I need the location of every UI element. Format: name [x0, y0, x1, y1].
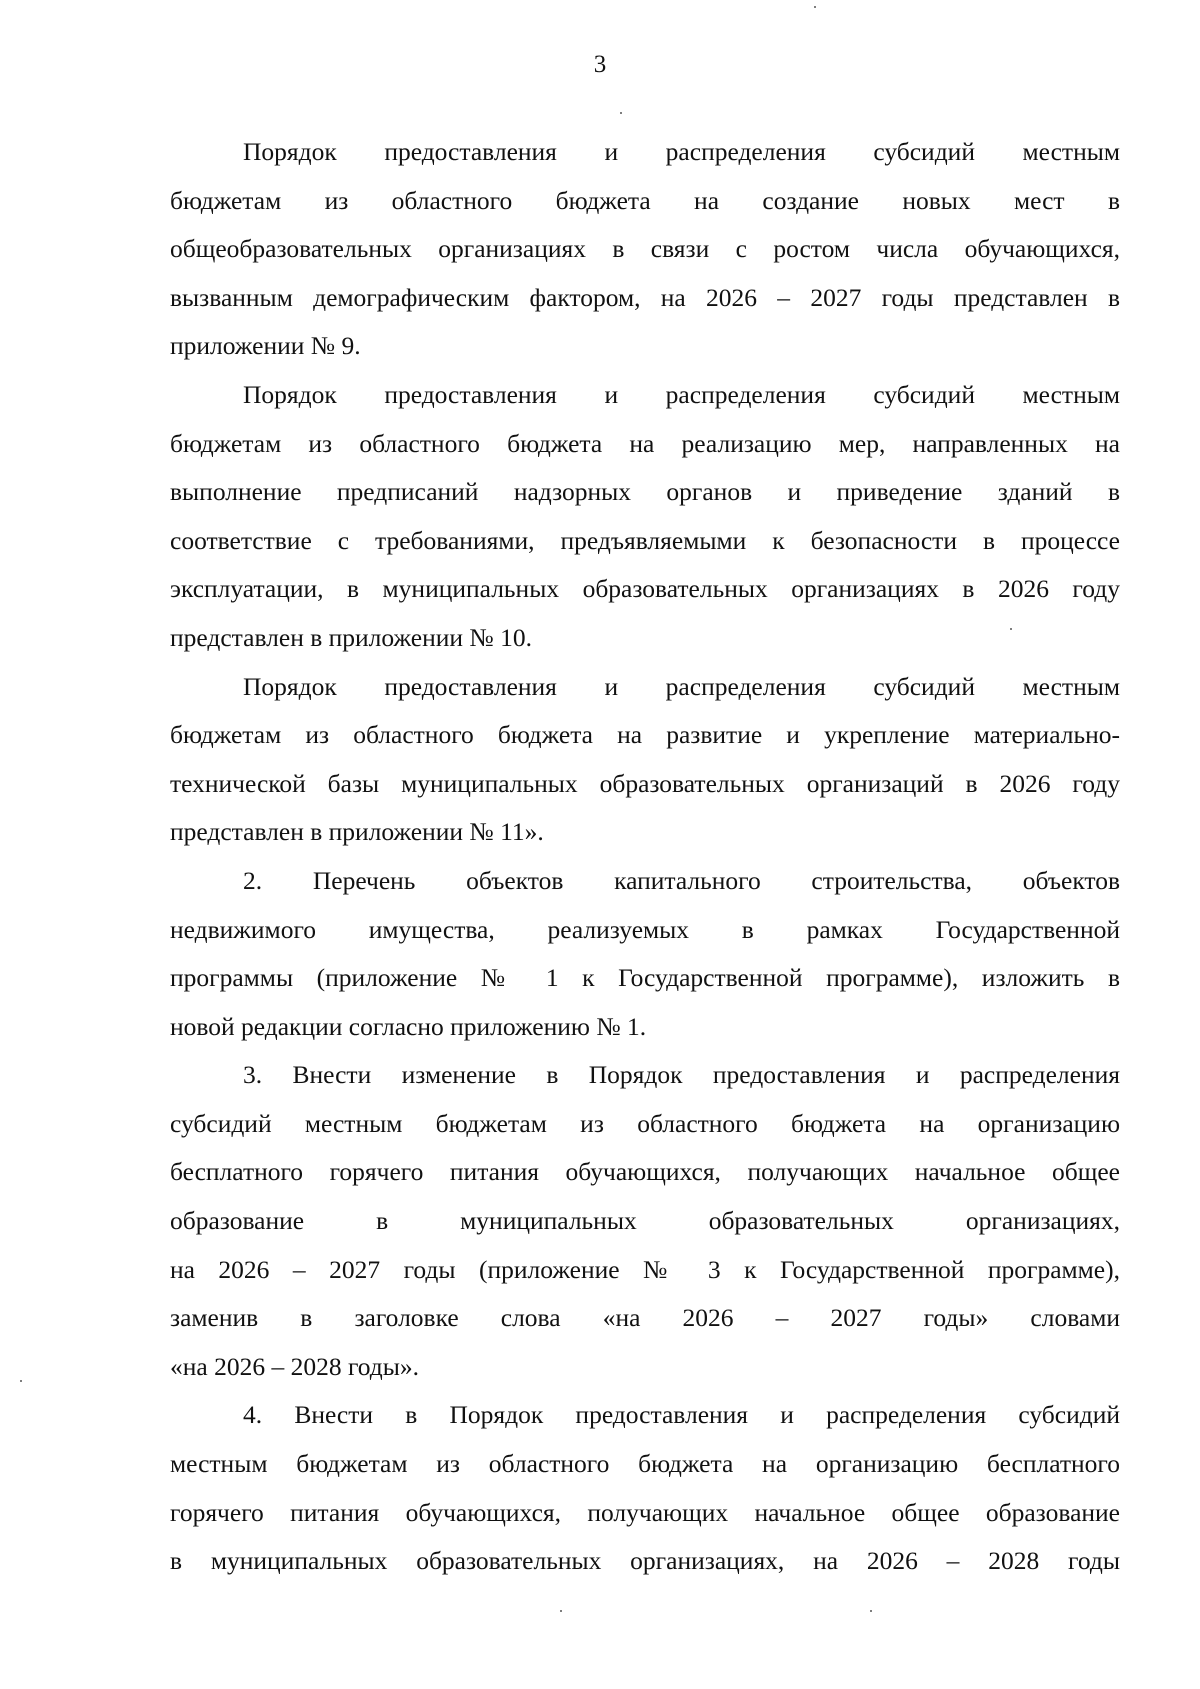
text-line: на 2026 – 2027 годы (приложение № 3 к Государственной программе),: [170, 1254, 1120, 1284]
text-line: заменив в заголовке слова «на 2026 – 2027 годы» словами: [170, 1303, 1120, 1333]
text-line: представлен в приложении № 10.: [170, 622, 533, 652]
paragraph-item-3: [170, 1051, 1120, 1391]
text-line: субсидий местным бюджетам из областного бюджета на организацию: [170, 1108, 1120, 1138]
paragraph-appendix-9: [170, 128, 1120, 371]
text-line: 3. Внести изменение в Порядок предоставления и распределения: [243, 1060, 1120, 1090]
text-line: горячего питания обучающихся, получающих начальное общее образование: [170, 1497, 1120, 1527]
scan-speck: [560, 1610, 562, 1612]
paragraph-item-4: [170, 1391, 1120, 1585]
text-line: Порядок предоставления и распределения субсидий местным: [243, 379, 1120, 409]
text-line: эксплуатации, в муниципальных образовательных организациях в 2026 году: [170, 574, 1120, 604]
scan-speck: [870, 1610, 872, 1612]
text-line: бюджетам из областного бюджета на создание новых мест в: [170, 185, 1120, 215]
paragraph-item-2: [170, 857, 1120, 1051]
text-line: представлен в приложении № 11».: [170, 817, 544, 847]
scan-speck: [20, 1380, 22, 1382]
text-line: Порядок предоставления и распределения субсидий местным: [243, 671, 1120, 701]
scan-speck: [620, 112, 622, 114]
scan-speck: [814, 6, 816, 8]
text-line: в муниципальных образовательных организациях, на 2026 – 2028 годы: [170, 1546, 1120, 1576]
text-line: приложении № 9.: [170, 331, 361, 361]
text-line: 4. Внести в Порядок предоставления и распределения субсидий: [243, 1400, 1120, 1430]
paragraph-appendix-10: [170, 371, 1120, 663]
text-line: «на 2026 – 2028 годы».: [170, 1351, 420, 1381]
text-line: выполнение предписаний надзорных органов и приведение зданий в: [170, 477, 1120, 507]
text-line: соответствие с требованиями, предъявляемыми к безопасности в процессе: [170, 525, 1120, 555]
text-line: Порядок предоставления и распределения субсидий местным: [243, 137, 1120, 166]
text-line: технической базы муниципальных образовательных организаций в 2026 году: [170, 768, 1120, 798]
text-line: бюджетам из областного бюджета на реализацию мер, направленных на: [170, 428, 1120, 458]
page-number: 3: [593, 51, 607, 78]
document-body: [170, 128, 1120, 1586]
text-line: местным бюджетам из областного бюджета на организацию бесплатного: [170, 1449, 1120, 1479]
text-line: вызванным демографическим фактором, на 2026 – 2027 годы представлен в: [170, 282, 1120, 312]
text-line: образование в муниципальных образовательных организациях,: [170, 1206, 1120, 1236]
text-line: общеобразовательных организациях в связи с ростом числа обучающихся,: [170, 234, 1120, 264]
text-line: 2. Перечень объектов капитального строительства, объектов: [243, 865, 1120, 895]
paragraph-appendix-11: [170, 663, 1120, 857]
text-line: программы (приложение № 1 к Государственной программе), изложить в: [170, 963, 1120, 993]
text-line: бюджетам из областного бюджета на развитие и укрепление материально-: [170, 720, 1120, 750]
text-line: недвижимого имущества, реализуемых в рамках Государственной: [170, 914, 1120, 944]
scan-speck: [1010, 628, 1012, 630]
text-line: бесплатного горячего питания обучающихся, получающих начальное общее: [170, 1157, 1120, 1187]
text-line: новой редакции согласно приложению № 1.: [170, 1011, 647, 1041]
